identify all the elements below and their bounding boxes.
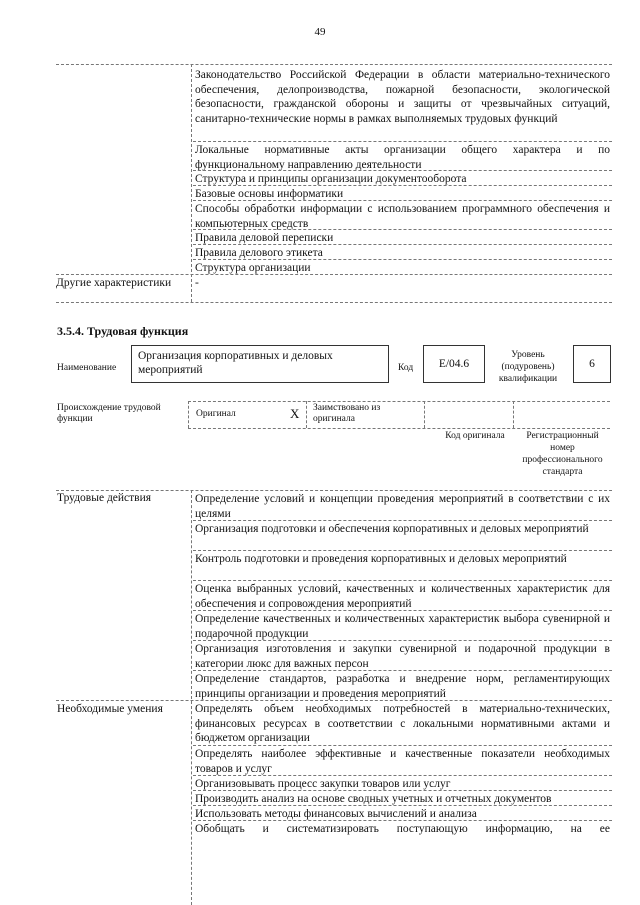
original-mark: X	[290, 406, 300, 421]
section-title: 3.5.4. Трудовая функция	[57, 324, 189, 338]
knowledge-item: Базовые основы информатики	[195, 188, 344, 200]
function-name-box	[131, 345, 389, 383]
table-row	[56, 244, 612, 260]
other-characteristics-label: Другие характеристики	[56, 277, 172, 289]
code-original-label: Код оригинала	[445, 431, 505, 441]
table-row	[56, 820, 612, 840]
table-row	[56, 640, 612, 671]
code-value: E/04.6	[438, 358, 470, 370]
knowledge-item: Способы обработки информации с использованием программного обеспечения и компьютерных средств	[195, 203, 610, 230]
origin-divider	[188, 401, 189, 428]
labor-action-item: Оценка выбранных условий, качественных и количественных характеристик для обеспечения и сопровождения мероприятий	[195, 583, 610, 610]
table-row	[56, 274, 612, 302]
table-row	[56, 700, 612, 746]
function-name: Организация корпоративных и деловых мероприятий	[138, 350, 333, 376]
labor-action-item: Организация изготовления и закупки сувенирной и подарочной продукции в категории люкс для важных персон	[195, 643, 610, 670]
table-row	[56, 580, 612, 611]
table-row	[56, 550, 612, 581]
table-row	[56, 790, 612, 806]
table-row	[56, 229, 612, 245]
labor-actions-label: Трудовые действия	[57, 492, 152, 504]
knowledge-item: Структура организации	[195, 262, 311, 274]
borrowed-label: Заимствовано из оригинала	[313, 403, 381, 424]
origin-label: Происхождение трудовой функции	[57, 403, 161, 424]
labor-action-item: Контроль подготовки и проведения корпоративных и деловых мероприятий	[195, 553, 567, 565]
table-row	[56, 805, 612, 821]
origin-top-border	[188, 401, 610, 402]
origin-divider	[306, 401, 307, 428]
labor-action-item: Организация подготовки и обеспечения корпоративных и деловых мероприятий	[195, 523, 589, 535]
required-skills-label: Необходимые умения	[57, 703, 163, 715]
knowledge-item: Правила деловой переписки	[195, 232, 334, 244]
table-row	[56, 66, 612, 142]
page-number: 49	[314, 26, 326, 38]
knowledge-item: Правила делового этикета	[195, 247, 323, 259]
registration-number-label: Регистрационный номер профессионального стандарта	[522, 431, 603, 477]
labor-action-item: Определение условий и концепции проведения мероприятий в соответствии с их целями	[195, 493, 610, 520]
original-label: Оригинал	[196, 409, 236, 419]
other-characteristics-value: -	[195, 277, 199, 289]
origin-divider	[424, 401, 425, 428]
table-row	[56, 610, 612, 641]
code-label: Код	[398, 363, 414, 373]
knowledge-item: Локальные нормативные акты организации общего характера и по функциональному направлению деятельности	[195, 144, 610, 171]
skill-item: Использовать методы финансовых вычислений и анализа	[195, 808, 477, 820]
name-label: Наименование	[57, 363, 117, 373]
origin-divider	[513, 401, 514, 428]
table-row	[56, 200, 612, 230]
qualification-level-label: Уровень (подуровень) квалификации	[498, 350, 558, 384]
knowledge-item: Структура и принципы организации документооборота	[195, 173, 467, 185]
table-row	[56, 185, 612, 201]
table-row	[56, 745, 612, 776]
table-bottom-border	[56, 302, 612, 303]
level-box	[573, 345, 611, 383]
table-row	[56, 490, 612, 521]
skill-item: Организовывать процесс закупки товаров или услуг	[195, 778, 451, 790]
table-row	[56, 170, 612, 186]
knowledge-item: Законодательство Российской Федерации в области материально-технического обеспечения, делопроизводства, пожарной безопасности, экологической безопасности, гражданской обороны и защиты от чрезвычайных ситуаций, санитарно-технические нормы в рамках выполняемых трудовых функций	[195, 69, 610, 125]
skill-item: Определять наиболее эффективные и качественные показатели необходимых товаров и услуг	[195, 748, 610, 775]
labor-action-item: Определение стандартов, разработка и внедрение норм, регламентирующих принципы организации и проведения мероприятий	[195, 673, 610, 700]
skill-item: Производить анализ на основе сводных учетных и отчетных документов	[195, 793, 552, 805]
skill-item: Определять объем необходимых потребностей в материально-технических, финансовых ресурсах в соответствии с локальными нормативными актами и бюджетом организации	[195, 703, 610, 744]
table-row	[56, 670, 612, 701]
table-top-border	[56, 64, 612, 65]
code-box	[423, 345, 485, 383]
table-row	[56, 141, 612, 171]
origin-bottom-border	[188, 428, 610, 429]
labor-action-item: Определение качественных и количественных характеристик выбора сувенирной и подарочной продукции	[195, 613, 610, 640]
table-row	[56, 520, 612, 551]
skill-item: Обобщать и систематизировать поступающую информацию, на ее	[195, 823, 610, 835]
table-row	[56, 775, 612, 791]
level-value: 6	[589, 358, 595, 370]
table-row	[56, 259, 612, 275]
